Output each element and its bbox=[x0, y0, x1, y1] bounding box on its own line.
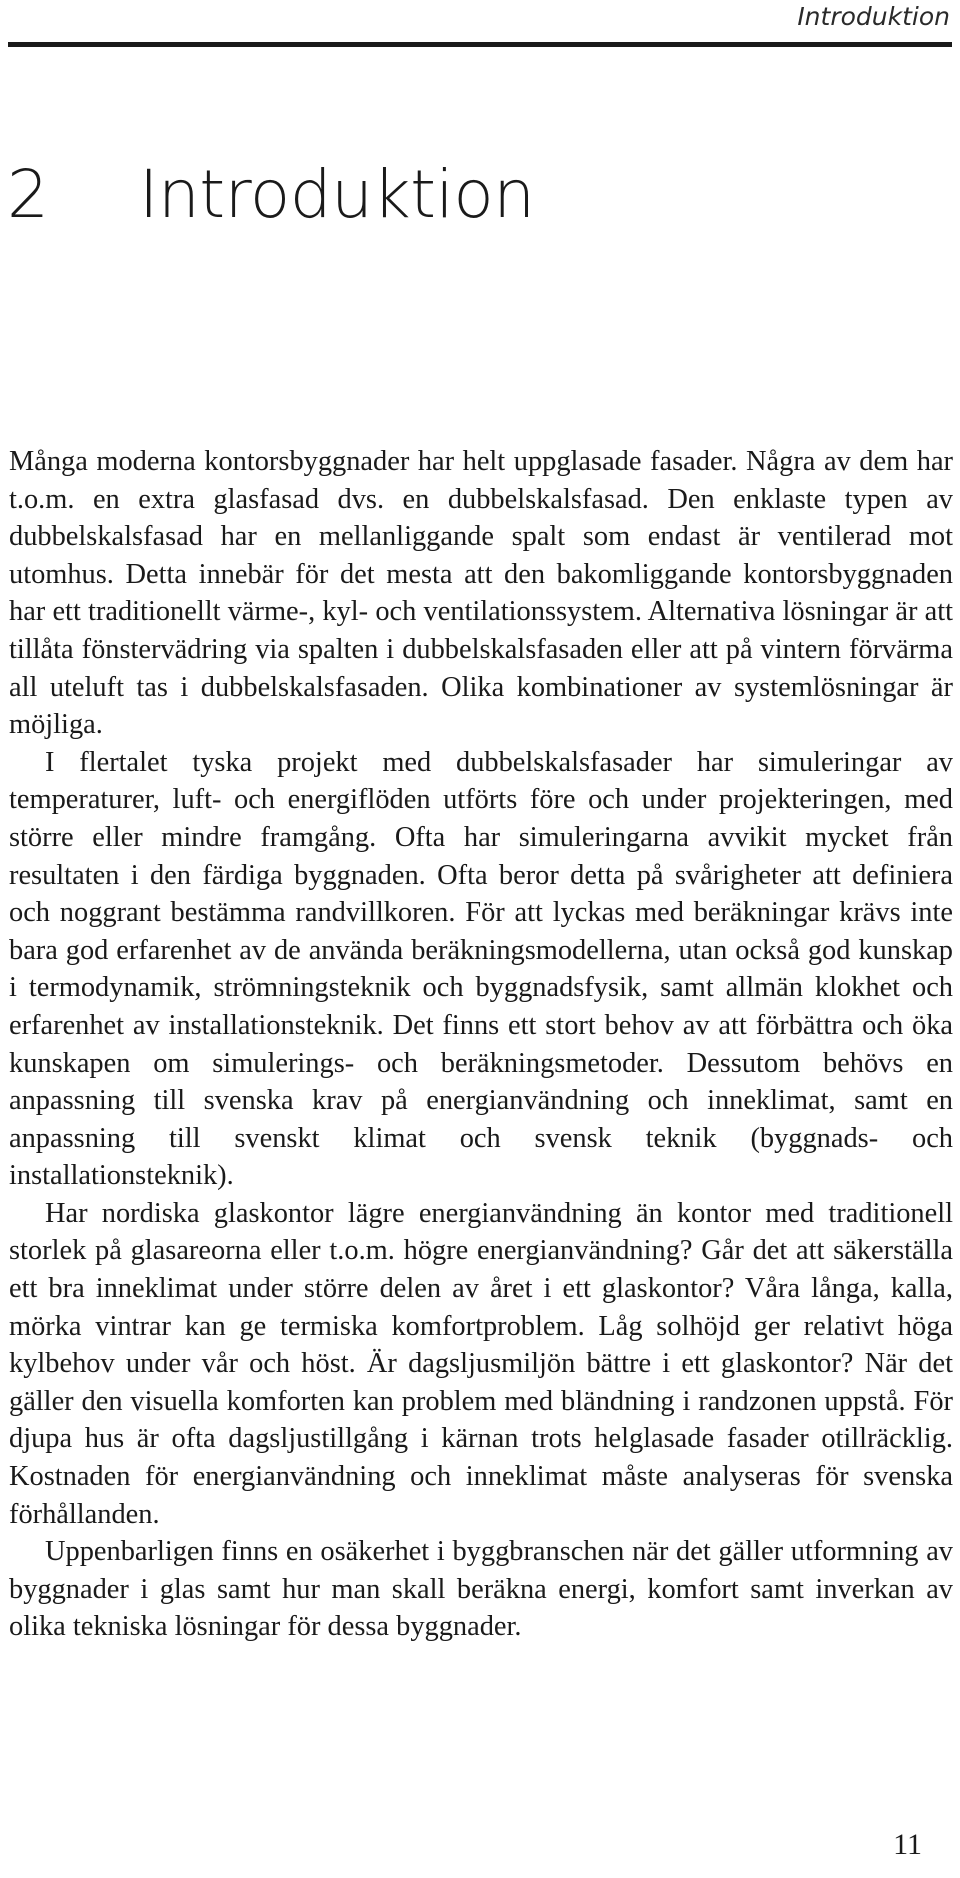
paragraph-3: Har nordiska glaskontor lägre energianvändning än kontor med traditionell storlek på glasareorna eller t.o.m. högre energianvändning? Går det att säkerställa ett bra inneklimat under större delen av året i ett glaskontor? Våra långa, kalla, mörka vintrar kan ge termiska komfortproblem. Låg solhöjd ger relativt höga kylbehov under vår och höst. Är dagsljusmiljön bättre i ett glaskontor? När det gäller den visuella komforten kan problem med bländning i randzonen uppstå. För djupa hus är ofta dagsljustillgång i kärnan trots helglasade fasader otillräcklig. Kostnaden för energianvändning och inneklimat måste analyseras för svenska förhållanden. bbox=[9, 1197, 953, 1530]
chapter-title bbox=[7, 156, 535, 233]
page-number: 11 bbox=[893, 1828, 922, 1861]
running-header-title: Introduktion bbox=[797, 2, 950, 31]
chapter-number: 2 bbox=[7, 156, 49, 233]
header-rule bbox=[8, 42, 952, 47]
paragraph-2: I flertalet tyska projekt med dubbelskalsfasader har simuleringar av temperaturer, luft- och energiflöden utförts före och under projekteringen, med större eller mindre framgång. Ofta har simuleringarna avvikit mycket från resultaten i den färdiga byggnaden. Ofta beror detta på svårigheter att definiera och noggrant bestämma randvillkoren. För att lyckas med beräkningar krävs inte bara god erfarenhet av de använda beräkningsmodellerna, utan också god kunskap i termodynamik, strömningsteknik och byggnadsfysik, samt allmän klokhet och erfarenhet av installationsteknik. Det finns ett stort behov av att förbättra och öka kunskapen om simulerings- och beräkningsmetoder. Dessutom behövs en anpassning till svenska krav på energianvändning och inneklimat, samt en anpassning till svenskt klimat och svensk teknik (byggnads- och installationsteknik). bbox=[9, 746, 953, 1192]
paragraph-4: Uppenbarligen finns en osäkerhet i byggbranschen när det gäller utformning av byggnader i glas samt hur man skall beräkna energi, komfort samt inverkan av olika tekniska lösningar för dessa byggnader. bbox=[9, 1536, 953, 1643]
paragraph-1: Många moderna kontorsbyggnader har helt uppglasade fasader. Några av dem har t.o.m. en extra glasfasad dvs. en dubbelskalsfasad. Den enklaste typen av dubbelskalsfasad har en mellanliggande spalt som endast är ventilerad mot utomhus. Detta innebär för det mesta att den bakomliggande kontorsbyggnaden har ett traditionellt värme-, kyl- och ventilationssystem. Alternativa lösningar är att tillåta fönstervädring via spalten i dubbelskalsfasaden eller att på vintern förvärma all uteluft tas i dubbelskalsfasaden. Olika kombinationer av systemlösningar är möjliga. bbox=[9, 446, 953, 741]
body-text bbox=[9, 443, 953, 1646]
chapter-title-text: Introduktion bbox=[139, 156, 535, 233]
